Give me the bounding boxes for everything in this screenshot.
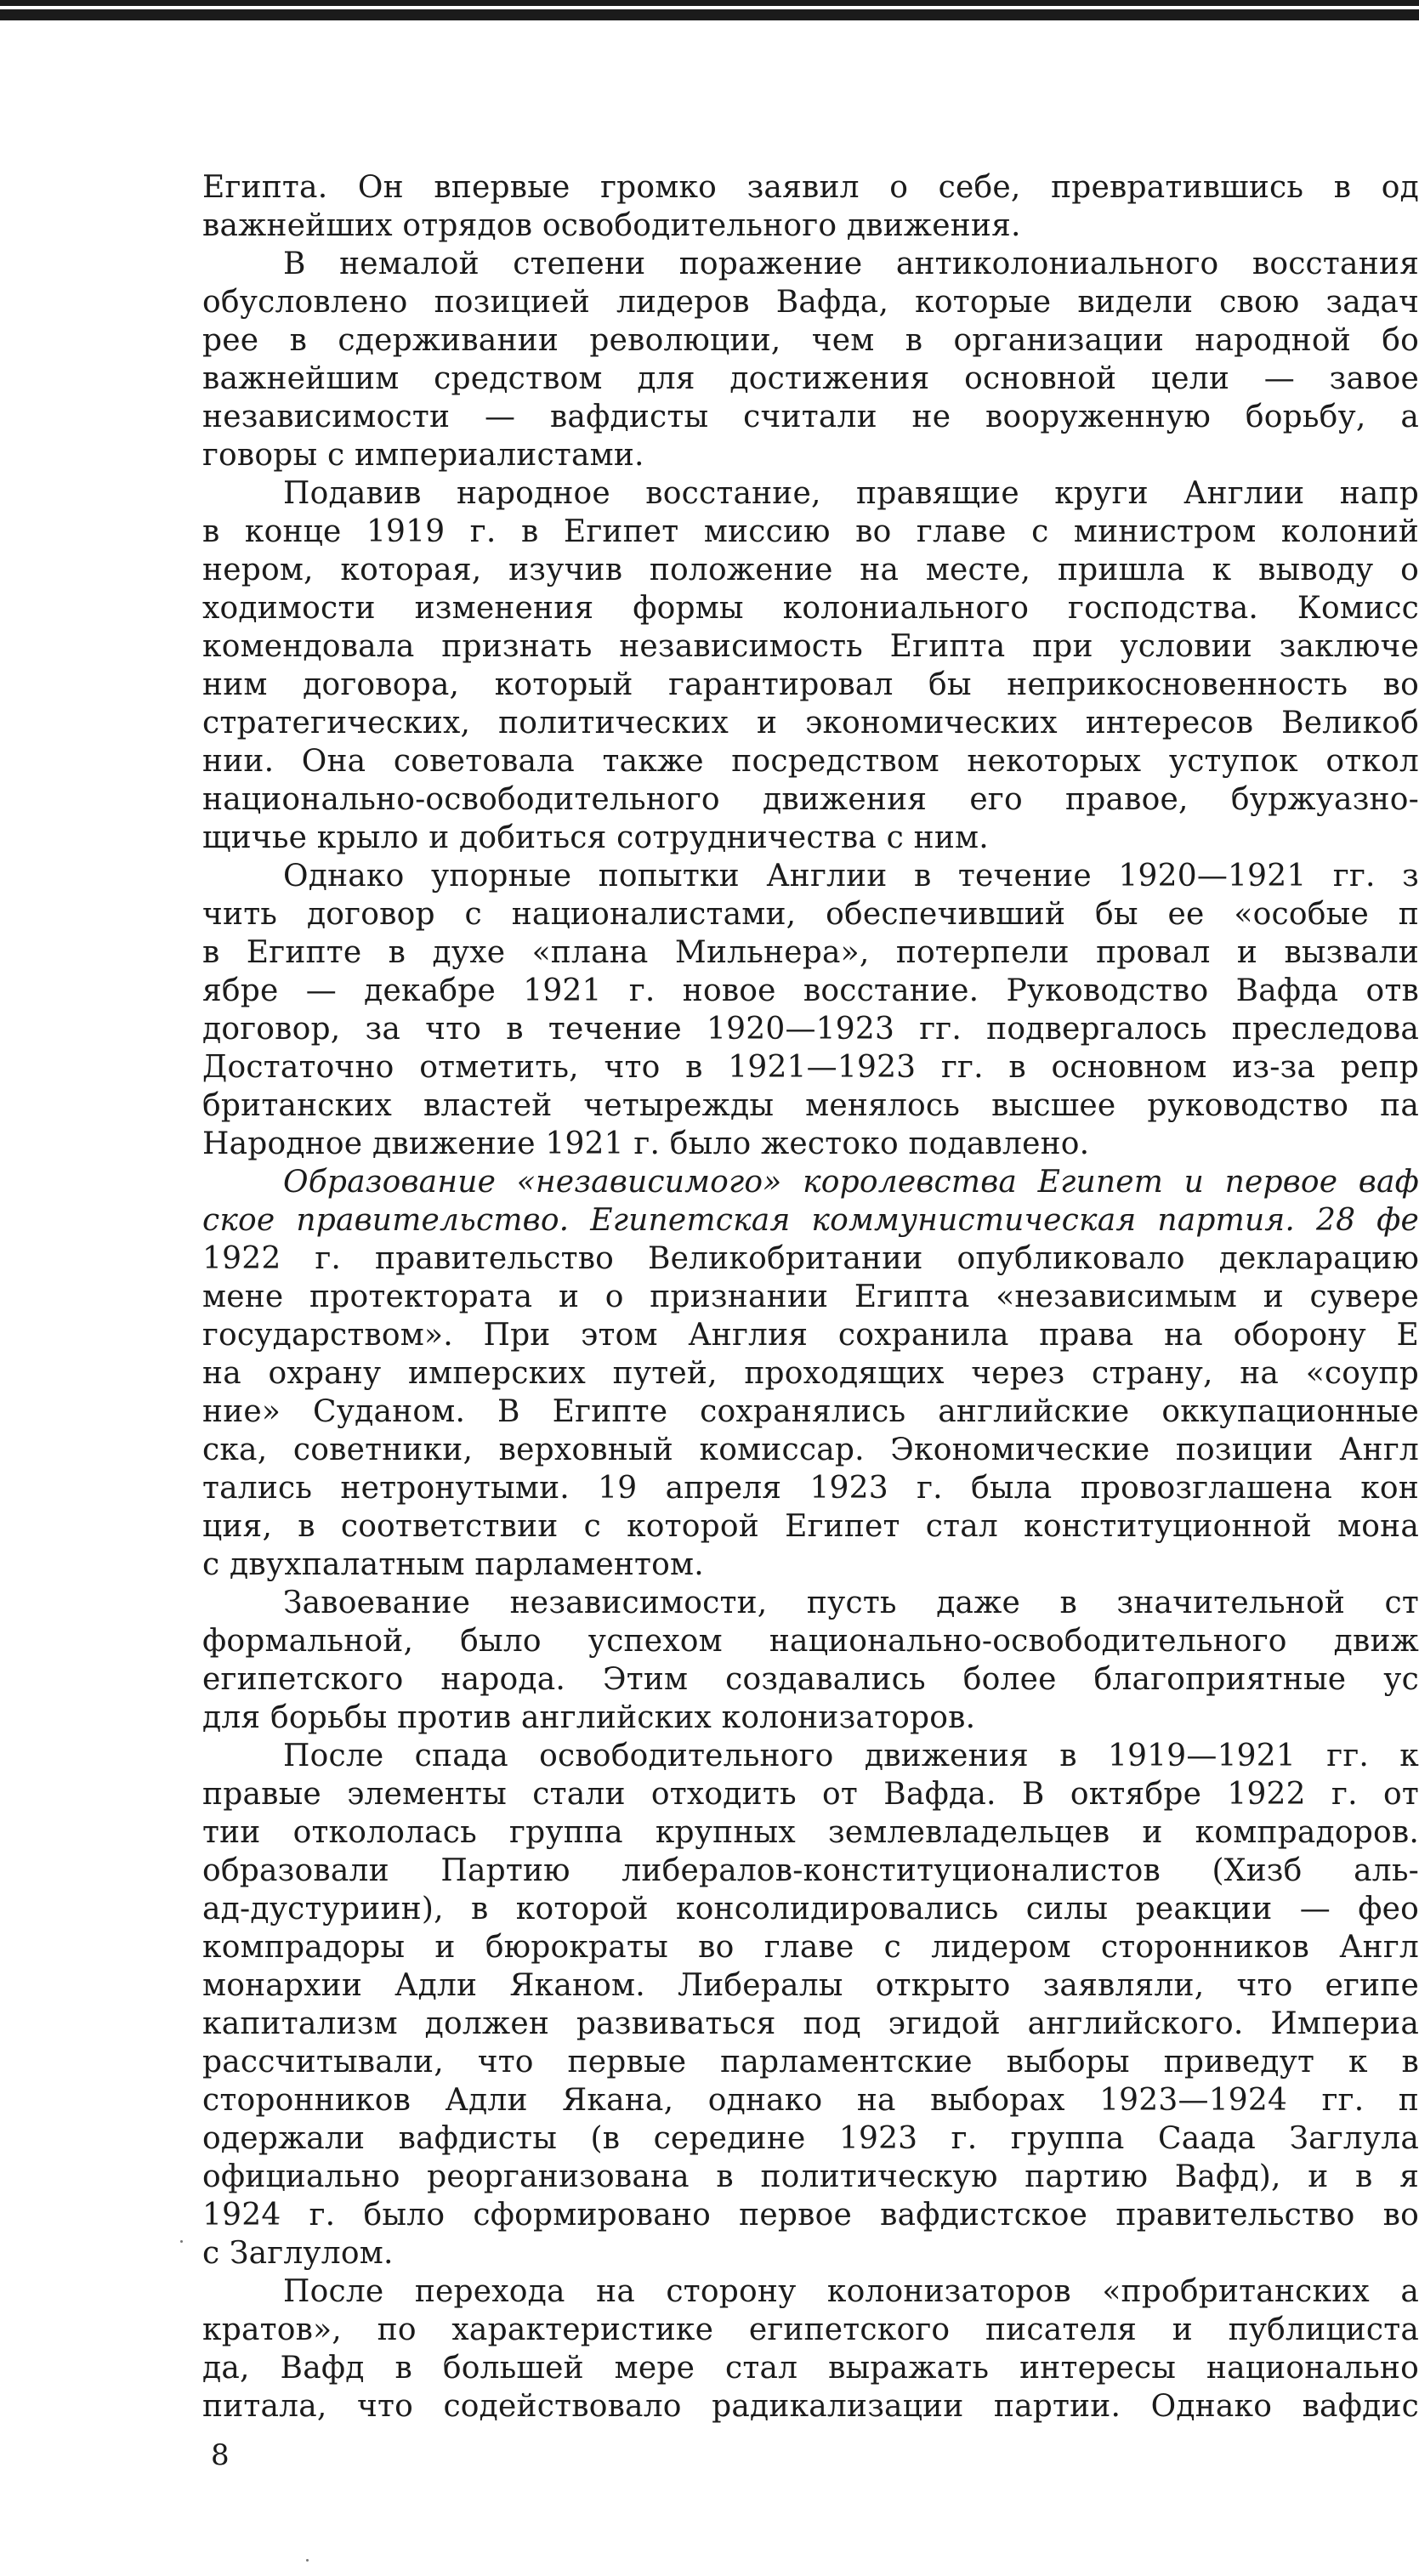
text-line: в конце 1919 г. в Египет миссию во главе с министром колоний xyxy=(202,514,1419,549)
text-line: официально реорганизована в политическую партию Вафд), и в я xyxy=(202,2159,1419,2194)
text-line: стратегических, политических и экономических интересов Великоб xyxy=(202,706,1419,740)
paragraph-5 xyxy=(202,1163,1419,1584)
text-line: рассчитывали, что первые парламентские выборы приведут к в xyxy=(202,2045,1419,2080)
paragraph-7 xyxy=(202,1737,1419,2272)
text-line: ходимости изменения формы колониального господства. Комисс xyxy=(202,591,1419,626)
text-line: говоры с империалистами. xyxy=(202,438,644,473)
text-line: В немалой степени поражение антиколониального восстания xyxy=(283,247,1419,281)
text-line: с двухпалатным парламентом. xyxy=(202,1547,704,1582)
text-line: 1924 г. было сформировано первое вафдистское правительство во xyxy=(202,2198,1419,2233)
text-line: правые элементы стали отходить от Вафда. В октябре 1922 г. от xyxy=(202,1777,1419,1812)
text-line: ад-дустуриин), в которой консолидировались силы реакции — фео xyxy=(202,1892,1419,1926)
text-line: комендовала признать независимость Египта при условии заключе xyxy=(202,629,1419,664)
text-line: тии откололась группа крупных землевладельцев и компрадоров. xyxy=(202,1815,1419,1850)
page-text xyxy=(202,168,1419,2481)
paragraph-6 xyxy=(202,1584,1419,1737)
scan-speck xyxy=(180,2240,183,2243)
text-line: Подавив народное восстание, правящие круги Англии напр xyxy=(283,476,1419,511)
section-heading-line: ское правительство. Египетская коммунистическая партия. 28 фе xyxy=(202,1203,1419,1238)
text-line: на охрану имперских путей, проходящих через страну, на «соупр xyxy=(202,1356,1419,1391)
text-line: капитализм должен развиваться под эгидой английского. Империа xyxy=(202,2006,1419,2041)
text-line: национально-освободительного движения его правое, буржуазно- xyxy=(202,782,1419,817)
paragraph-1 xyxy=(202,168,1419,245)
paragraph-2 xyxy=(202,245,1419,474)
text-line: ним договора, который гарантировал бы неприкосновенность во xyxy=(202,667,1419,702)
text-line: нером, которая, изучив положение на месте, пришла к выводу о xyxy=(202,553,1419,587)
text-line: компрадоры и бюрократы во главе с лидером сторонников Англ xyxy=(202,1930,1419,1965)
text-line: Завоевание независимости, пусть даже в значительной ст xyxy=(283,1586,1419,1620)
text-line: питала, что содействовало радикализации партии. Однако вафдис xyxy=(202,2389,1419,2424)
text-line: рее в сдерживании революции, чем в организации народной бо xyxy=(202,323,1419,358)
text-line: мене протектората и о признании Египта «независимым и сувере xyxy=(202,1279,1419,1314)
text-line: После перехода на сторону колонизаторов «пробританских а xyxy=(283,2274,1419,2309)
text-line: Египта. Он впервые громко заявил о себе, превратившись в од xyxy=(202,170,1419,205)
text-line: в Египте в духе «плана Мильнера», потерпели провал и вызвали xyxy=(202,935,1419,970)
paragraph-3 xyxy=(202,474,1419,857)
text-line: ция, в соответствии с которой Египет стал конституционной мона xyxy=(202,1509,1419,1544)
text-line: британских властей четырежды менялось высшее руководство па xyxy=(202,1088,1419,1123)
text-line: ска, советники, верховный комиссар. Экономические позиции Англ xyxy=(202,1433,1419,1467)
text-line: да, Вафд в большей мере стал выражать интересы национально xyxy=(202,2351,1419,2386)
scan-speck xyxy=(306,2559,309,2562)
text-line: щичье крыло и добиться сотрудничества с ним. xyxy=(202,820,989,855)
text-line: Народное движение 1921 г. было жестоко подавлено. xyxy=(202,1126,1090,1161)
text-line: договор, за что в течение 1920—1923 гг. подвергалось преследова xyxy=(202,1012,1419,1047)
paragraph-4 xyxy=(202,857,1419,1163)
paragraph-8 xyxy=(202,2272,1419,2426)
text-line: Достаточно отметить, что в 1921—1923 гг. в основном из-за репр xyxy=(202,1050,1419,1085)
text-line: образовали Партию либералов-конституционалистов (Хизб аль- xyxy=(202,1853,1419,1888)
text-line: ябре — декабре 1921 г. новое восстание. Руководство Вафда отв xyxy=(202,973,1419,1008)
text-line: чить договор с националистами, обеспечивший бы ее «особые п xyxy=(202,897,1419,932)
text-line: важнейших отрядов освободительного движения. xyxy=(202,208,1021,243)
text-line: ние» Суданом. В Египте сохранялись английские оккупационные xyxy=(202,1394,1419,1429)
text-line: После спада освободительного движения в 1919—1921 гг. к xyxy=(283,1739,1419,1773)
text-line: обусловлено позицией лидеров Вафда, которые видели свою задач xyxy=(202,285,1419,320)
text-line: одержали вафдисты (в середине 1923 г. группа Саада Заглула xyxy=(202,2121,1419,2156)
text-line: 1922 г. правительство Великобритании опубликовало декларацию xyxy=(202,1241,1419,1276)
text-line: тались нетронутыми. 19 апреля 1923 г. была провозглашена кон xyxy=(202,1471,1419,1506)
text-line: египетского народа. Этим создавались более благоприятные ус xyxy=(202,1662,1419,1697)
text-line: для борьбы против английских колонизаторов. xyxy=(202,1700,976,1735)
page-number: 8 xyxy=(211,2438,230,2472)
text-line: важнейшим средством для достижения основной цели — завое xyxy=(202,361,1419,396)
text-line: кратов», по характеристике египетского писателя и публициста xyxy=(202,2312,1419,2347)
top-border-rule xyxy=(0,0,1419,20)
text-line: государством». При этом Англия сохранила права на оборону Е xyxy=(202,1318,1419,1353)
text-line: формальной, было успехом национально-освободительного движ xyxy=(202,1624,1419,1659)
text-line: Однако упорные попытки Англии в течение 1920—1921 гг. з xyxy=(283,859,1419,894)
text-line: сторонников Адли Якана, однако на выборах 1923—1924 гг. п xyxy=(202,2083,1419,2118)
section-heading-line: Образование «независимого» королевства Египет и первое ваф xyxy=(283,1165,1419,1200)
text-line: с Заглулом. xyxy=(202,2236,394,2271)
text-line: нии. Она советовала также посредством некоторых уступок откол xyxy=(202,744,1419,779)
text-line: независимости — вафдисты считали не вооруженную борьбу, а xyxy=(202,400,1419,434)
text-line: монархии Адли Яканом. Либералы открыто заявляли, что египе xyxy=(202,1968,1419,2003)
